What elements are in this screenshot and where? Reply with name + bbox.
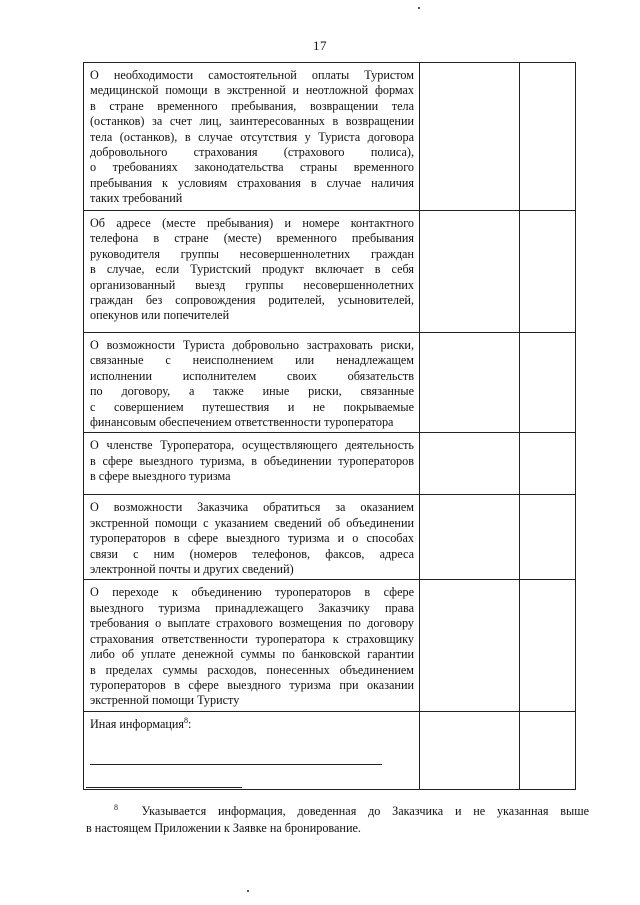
table-row [84,211,576,333]
description-line: О членстве Туроператора, осуществляющего деятельность [90,438,414,453]
table-row [84,333,576,433]
note-cell[interactable] [520,711,576,789]
description-cell [84,211,420,333]
value-cell[interactable] [420,63,520,211]
value-cell[interactable] [420,580,520,711]
description-line: телефона в стране (месте) временного пребывания [90,231,414,246]
description-line: исполнении исполнителем своих обязательств [90,368,414,383]
scan-speck [418,7,420,9]
table-row [84,433,576,495]
page-number: 17 [313,38,327,53]
note-cell[interactable] [520,433,576,495]
description-line: в сфере выездного туризма [90,469,231,484]
note-cell[interactable] [520,211,576,333]
description-line: о требованиях законодательства страны временного [90,160,414,175]
description-cell [84,580,420,711]
table-row [84,63,576,211]
description-line: либо об уплате денежной суммы по банковской гарантии [90,647,414,662]
description-line: в стране временного пребывания, возвращении тела [90,98,414,113]
description-line: финансовым обеспечением ответственности туроператора [90,415,394,430]
other-info-label: Иная информация [90,716,185,731]
description-line: руководителя группы несовершеннолетних граждан [90,246,414,261]
description-line: граждан без сопровождения родителей, усыновителей, [90,293,414,308]
footnote [86,803,589,837]
description-line: О необходимости самостоятельной оплаты Туристом [90,68,414,82]
blank-entry-line [90,764,382,765]
note-cell[interactable] [520,333,576,433]
description-line: страхования ответственности туроператора к страховщику [90,631,414,646]
value-cell[interactable] [420,333,520,433]
description-line: связи с ним (номеров телефонов, факсов, адреса [90,546,414,561]
description-line: О переходе к объединению туроператоров в сфере [90,585,414,600]
information-table [83,62,576,790]
footnote-reference: 8 [184,715,189,725]
description-line: электронной почты и других сведений) [90,562,294,577]
description-line: О возможности Туриста добровольно застраховать риски, [90,338,414,352]
scan-speck [247,890,249,892]
description-line: Об адресе (месте пребывания) и номере контактного [90,216,414,230]
description-line: по договору, а также иные риски, связанные [90,384,414,399]
footnote-line-2: в настоящем Приложении к Заявке на бронирование. [86,821,361,835]
description-line: организованный выезд группы несовершеннолетних [90,277,414,292]
description-line: пребывания к условиям страхования в случае наличия [90,175,414,190]
description-line: таких требований [90,191,183,206]
footnote-marker: 8 [114,802,118,812]
description-cell [84,333,420,433]
value-cell[interactable] [420,495,520,580]
description-line: туроператоров в сфере выездного туризма и о способах [90,531,414,546]
table-row [84,495,576,580]
note-cell[interactable] [520,580,576,711]
description-line: в сфере выездного туризма, в объединении туроператоров [90,453,414,468]
note-cell[interactable] [520,63,576,211]
description-line: туроператоров в сфере выездного туризма при оказании [90,677,414,692]
description-cell [84,433,420,495]
table-row-other-info [84,711,576,789]
other-info-cell[interactable] [84,711,420,789]
description-line: тела (останков), в случае отсутствия у Туриста договора [90,129,414,144]
description-line: добровольного страхования (страхового полиса), [90,145,414,160]
table-row [84,580,576,711]
note-cell[interactable] [520,495,576,580]
value-cell[interactable] [420,433,520,495]
value-cell[interactable] [420,711,520,789]
description-cell [84,63,420,211]
description-line: медицинской помощи в экстренной и неотложной формах [90,83,414,98]
description-line: в случае, если Туристский продукт включает в себя [90,262,414,277]
description-line: выездного туризма принадлежащего Заказчику права [90,600,414,615]
description-line: связанные с неисполнением или ненадлежащем [90,353,414,368]
value-cell[interactable] [420,211,520,333]
description-line: опекунов или попечителей [90,308,230,323]
description-cell [84,495,420,580]
description-line: в пределах суммы расходов, понесенных объединением [90,662,414,677]
footnote-separator [86,787,242,788]
description-line: О возможности Заказчика обратиться за оказанием [90,500,414,515]
other-info-colon: : [188,716,192,731]
description-line: требования о выплате страхового возмещения по договору [90,616,414,631]
description-line: экстренной помощи Туристу [90,693,240,708]
footnote-line-1: $^8$ Указывается информация, доведенная до Заказчика и не указанная выше [114,802,589,818]
description-line: (останков) за счет лиц, заинтересованных в возвращении [90,114,414,129]
description-line: с совершением путешествия и не покрываемые [90,399,414,414]
description-line: экстренной помощи с указанием сведений об объединении [90,515,414,530]
